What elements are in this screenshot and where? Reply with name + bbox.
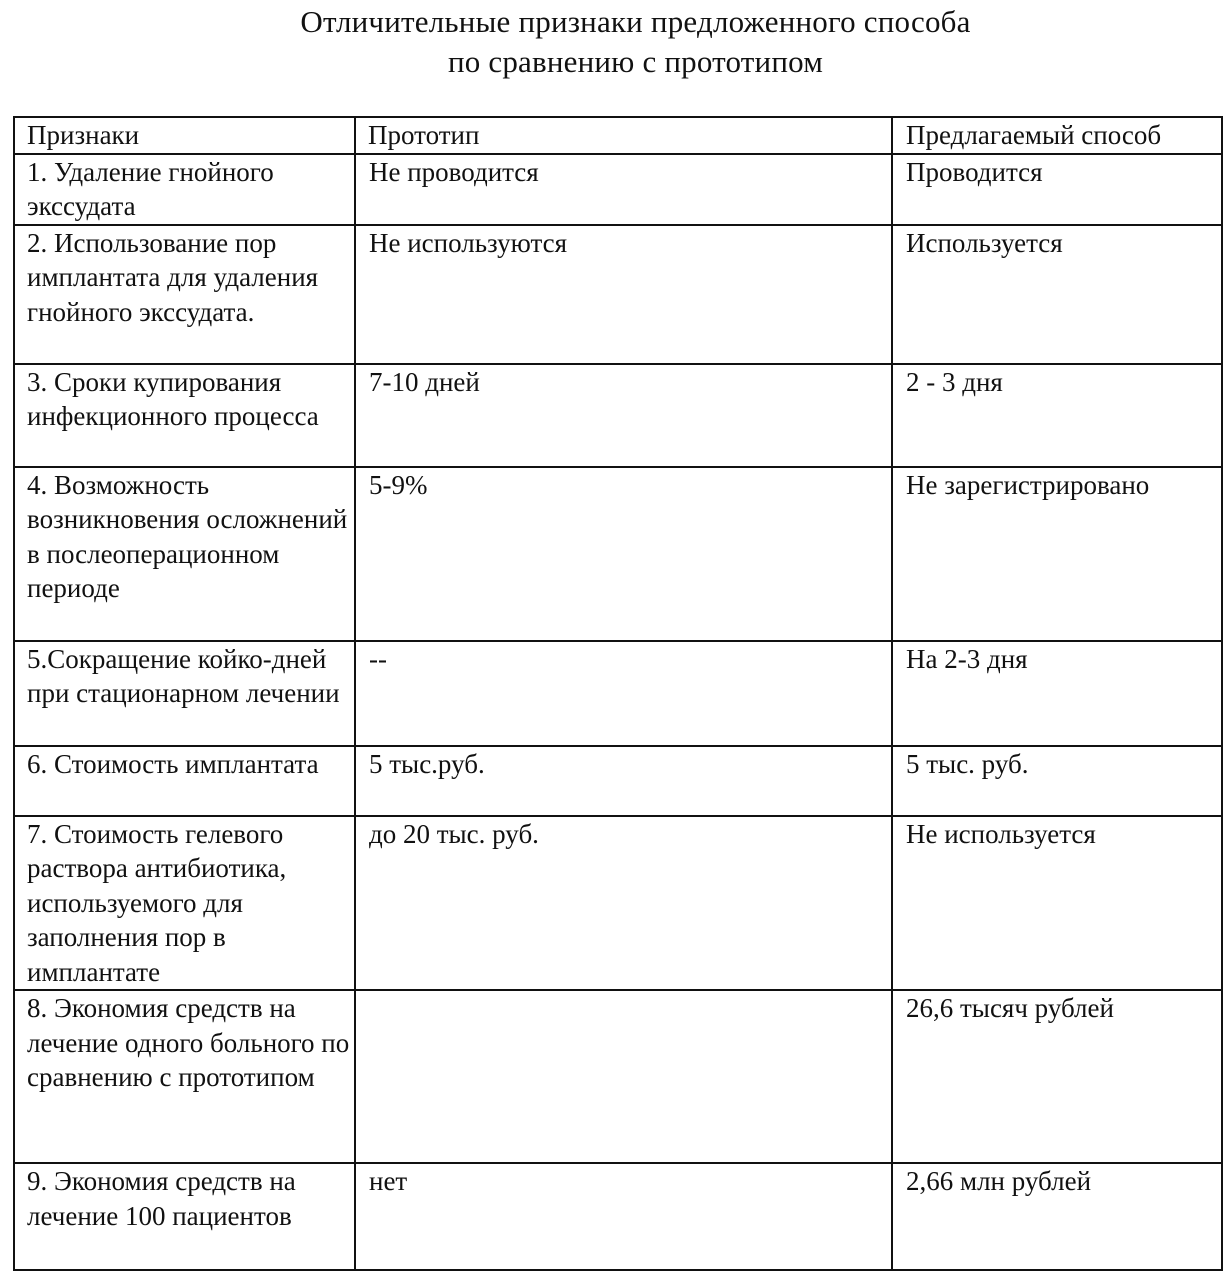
proposed-cell: Не зарегистрировано (892, 467, 1222, 641)
title-line-2: по сравнению с прототипом (447, 44, 824, 79)
feature-cell: 9. Экономия средств на лечение 100 пациентов (14, 1163, 355, 1270)
prototype-cell: 7-10 дней (355, 364, 892, 467)
table-row (14, 154, 1222, 225)
proposed-cell: 5 тыс. руб. (892, 746, 1222, 816)
table-row (14, 364, 1222, 467)
feature-cell: 7. Стоимость гелевого раствора антибиотика, используемого для заполнения пор в имплантате (14, 816, 355, 991)
table-row (14, 641, 1222, 746)
table-row (14, 1163, 1222, 1270)
table-row (14, 746, 1222, 816)
table-row (14, 816, 1222, 991)
header-features: Признаки (14, 117, 355, 154)
table-header-row (14, 117, 1222, 154)
prototype-cell (355, 990, 892, 1163)
table-row (14, 990, 1222, 1163)
proposed-cell: На 2-3 дня (892, 641, 1222, 746)
comparison-table (13, 116, 1223, 1271)
table-row (14, 225, 1222, 364)
proposed-cell: 2,66 млн рублей (892, 1163, 1222, 1270)
proposed-cell: Проводится (892, 154, 1222, 225)
feature-cell: 4. Возможность возникновения осложнений в послеоперационном периоде (14, 467, 355, 641)
feature-cell: 3. Сроки купирования инфекционного процесса (14, 364, 355, 467)
feature-cell: 2. Использование пор имплантата для удаления гнойного экссудата. (14, 225, 355, 364)
feature-cell: 1. Удаление гнойного экссудата (14, 154, 355, 225)
prototype-cell: 5 тыс.руб. (355, 746, 892, 816)
header-proposed-method: Предлагаемый способ (892, 117, 1222, 154)
proposed-cell: Не используется (892, 816, 1222, 991)
document-title (0, 2, 1229, 82)
table-row (14, 467, 1222, 641)
header-prototype: Прототип (355, 117, 892, 154)
feature-cell: 8. Экономия средств на лечение одного больного по сравнению с прототипом (14, 990, 355, 1163)
proposed-cell: Используется (892, 225, 1222, 364)
prototype-cell: Не проводится (355, 154, 892, 225)
prototype-cell: 5-9% (355, 467, 892, 641)
proposed-cell: 2 - 3 дня (892, 364, 1222, 467)
title-line-1: Отличительные признаки предложенного способа (300, 4, 971, 39)
prototype-cell: до 20 тыс. руб. (355, 816, 892, 991)
prototype-cell: -- (355, 641, 892, 746)
prototype-cell: нет (355, 1163, 892, 1270)
feature-cell: 5.Сокращение койко-дней при стационарном лечении (14, 641, 355, 746)
feature-cell: 6. Стоимость имплантата (14, 746, 355, 816)
prototype-cell: Не используются (355, 225, 892, 364)
proposed-cell: 26,6 тысяч рублей (892, 990, 1222, 1163)
